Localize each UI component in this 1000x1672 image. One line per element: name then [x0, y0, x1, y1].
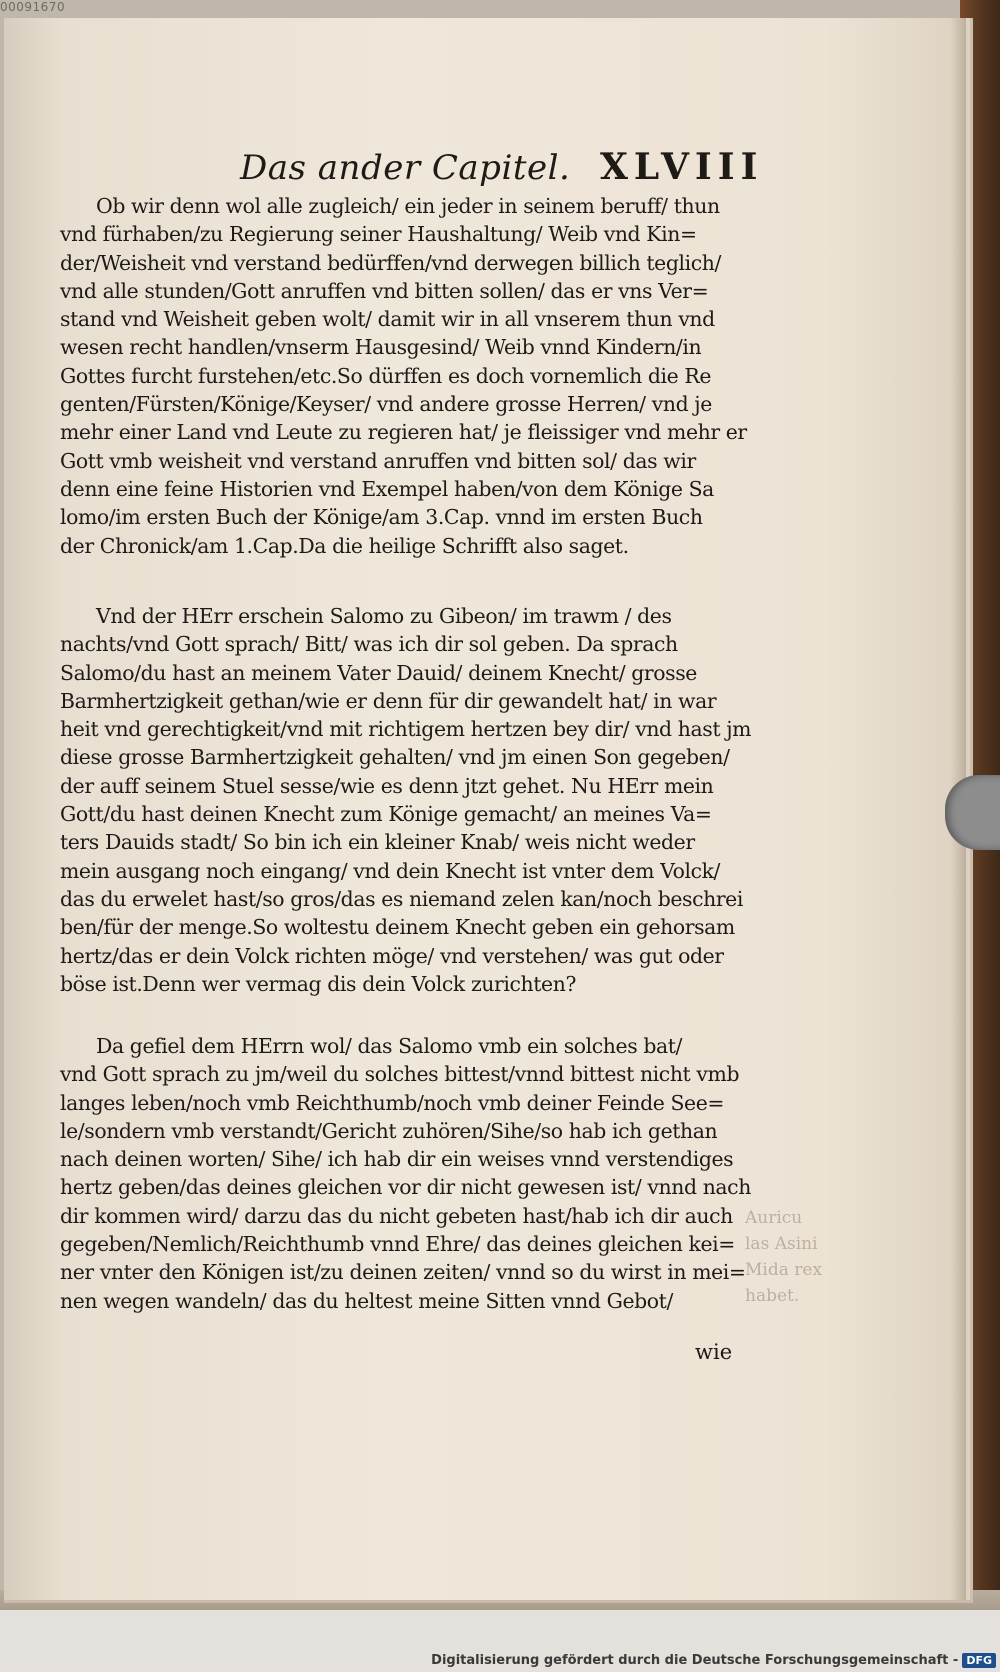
- text-line: heit vnd gerechtigkeit/vnd mit richtigem hertzen bey dir/ vnd hast jm: [60, 717, 752, 742]
- text-line: Da gefiel dem HErrn wol/ das Salomo vmb ein solches bat/: [96, 1034, 683, 1058]
- text-line: vnd fürhaben/zu Regierung seiner Haushaltung/ Weib vnd Kin=: [60, 222, 697, 247]
- scan-id: 00091670: [0, 0, 66, 14]
- dfg-logo: DFG: [962, 1653, 996, 1668]
- margin-line: Auricu: [745, 1208, 803, 1228]
- text-line: böse ist.Denn wer vermag dis dein Volck zurichten?: [60, 971, 576, 996]
- text-line: ner vnter den Königen ist/zu deinen zeiten/ vnnd so du wirst in mei=: [60, 1260, 746, 1285]
- text-line: ters Dauids stadt/ So bin ich ein kleiner Knab/ weis nicht weder: [60, 830, 695, 855]
- text-line: nen wegen wandeln/ das du heltest meine Sitten vnnd Gebot/: [60, 1288, 673, 1313]
- text-line: ben/für der menge.So woltestu deinem Knecht geben ein gehorsam: [60, 915, 735, 940]
- text-line: hertz/das er dein Volck richten möge/ vnd verstehen/ was gut oder: [60, 943, 724, 968]
- margin-line: habet.: [745, 1286, 800, 1306]
- text-line: nach deinen worten/ Sihe/ ich hab dir ein weises vnnd verstendiges: [60, 1147, 734, 1172]
- paragraph-2: [60, 602, 752, 998]
- text-line: Gott/du hast deinen Knecht zum Könige gemacht/ an meines Va=: [60, 802, 712, 827]
- text-line: Vnd der HErr erschein Salomo zu Gibeon/ im trawm / des: [96, 604, 672, 628]
- text-line: le/sondern vmb verstandt/Gericht zuhören/Sihe/so hab ich gethan: [60, 1118, 718, 1143]
- text-line: stand vnd Weisheit geben wolt/ damit wir in all vnserem thun vnd: [60, 307, 715, 332]
- text-line: diese grosse Barmhertzigkeit gehalten/ vnd jm einen Son gegeben/: [60, 745, 730, 770]
- text-line: dir kommen wird/ darzu das du nicht gebeten hast/hab ich dir auch: [60, 1203, 733, 1228]
- margin-bleed-through: [745, 1205, 835, 1309]
- paragraph-3: [60, 1032, 751, 1315]
- text-line: denn eine feine Historien vnd Exempel haben/von dem Könige Sa: [60, 476, 714, 501]
- paragraph-1: [60, 192, 747, 560]
- text-line: vnd Gott sprach zu jm/weil du solches bittest/vnnd bittest nicht vmb: [60, 1062, 740, 1087]
- text-line: das du erwelet hast/so gros/das es niemand zelen kan/noch beschrei: [60, 886, 743, 911]
- text-line: gegeben/Nemlich/Reichthumb vnnd Ehre/ das deines gleichen kei=: [60, 1232, 735, 1257]
- text-line: hertz geben/das deines gleichen vor dir nicht gewesen ist/ vnnd nach: [60, 1175, 751, 1200]
- text-line: vnd alle stunden/Gott anruffen vnd bitten sollen/ das er vns Ver=: [60, 278, 709, 303]
- text-line: Gottes furcht furstehen/etc.So dürffen es doch vornemlich die Re: [60, 363, 712, 388]
- text-line: der auff seinem Stuel sesse/wie es denn jtzt gehet. Nu HErr mein: [60, 773, 714, 798]
- text-line: genten/Fürsten/Könige/Keyser/ vnd andere grosse Herren/ vnd je: [60, 392, 712, 417]
- chapter-title: Das ander Capitel.: [240, 148, 571, 188]
- text-line: Ob wir denn wol alle zugleich/ ein jeder in seinem beruff/ thun: [96, 194, 720, 218]
- text-line: nachts/vnd Gott sprach/ Bitt/ was ich dir sol geben. Da sprach: [60, 632, 678, 657]
- credit-text: Digitalisierung gefördert durch die Deutsche Forschungsgemeinschaft -: [431, 1652, 959, 1668]
- footer-credit: [431, 1648, 1000, 1672]
- margin-line: Mida rex: [745, 1260, 823, 1280]
- text-line: lomo/im ersten Buch der Könige/am 3.Cap. vnnd im ersten Buch: [60, 505, 703, 530]
- margin-line: las Asini: [745, 1234, 818, 1254]
- text-line: Barmhertzigkeit gethan/wie er denn für dir gewandelt hat/ in war: [60, 688, 717, 713]
- page-tab-marker: [945, 775, 1000, 850]
- text-line: mein ausgang noch eingang/ vnd dein Knecht ist vnter dem Volck/: [60, 858, 721, 883]
- catchword: wie: [695, 1340, 733, 1364]
- folio-number: XLVIII: [600, 146, 764, 188]
- text-line: mehr einer Land vnd Leute zu regieren hat/ je fleissiger vnd mehr er: [60, 420, 747, 445]
- text-line: Salomo/du hast an meinem Vater Dauid/ deinem Knecht/ grosse: [60, 660, 697, 685]
- text-line: der Chronick/am 1.Cap.Da die heilige Schrifft also saget.: [60, 533, 629, 558]
- text-line: der/Weisheit vnd verstand bedürffen/vnd derwegen billich teglich/: [60, 250, 721, 275]
- text-line: Gott vmb weisheit vnd verstand anruffen vnd bitten sol/ das wir: [60, 448, 696, 473]
- text-line: langes leben/noch vmb Reichthumb/noch vmb deiner Feinde See=: [60, 1090, 725, 1115]
- text-line: wesen recht handlen/vnserm Hausgesind/ Weib vnnd Kindern/in: [60, 335, 702, 360]
